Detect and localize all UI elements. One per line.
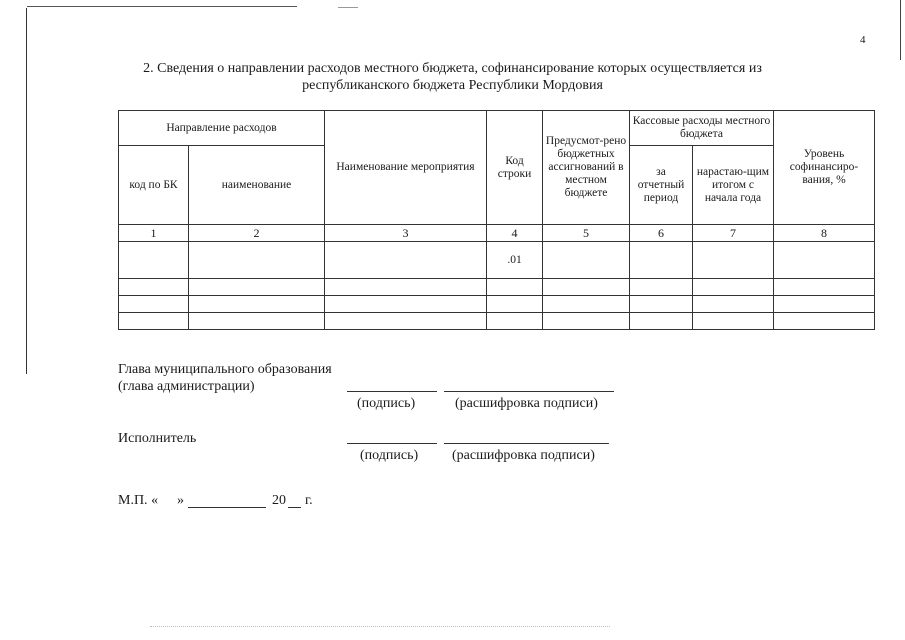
date-year-suffix: г.: [305, 493, 313, 508]
column-number: 6: [630, 225, 693, 242]
header-row-code: Код строки: [487, 111, 543, 225]
date-year-prefix: 20: [272, 493, 286, 508]
column-number: 4: [487, 225, 543, 242]
table-cell[interactable]: [543, 242, 630, 279]
column-number-row: [119, 225, 875, 242]
table-cell[interactable]: [630, 313, 693, 330]
date-close-quote: »: [177, 493, 184, 508]
table-cell[interactable]: [325, 313, 487, 330]
section-title-line-2: республиканского бюджета Республики Мордовия: [302, 78, 603, 93]
date-month-line[interactable]: [188, 507, 266, 508]
table-cell[interactable]: [119, 279, 189, 296]
table-row: [119, 313, 875, 330]
column-number: 7: [693, 225, 774, 242]
header-event-name: Наименование мероприятия: [325, 111, 487, 225]
table-cell[interactable]: [119, 313, 189, 330]
table-cell[interactable]: [325, 242, 487, 279]
table-cell[interactable]: [189, 279, 325, 296]
table-cell[interactable]: [774, 242, 875, 279]
header-direction: Направление расходов: [119, 111, 325, 146]
budget-expenses-table: [118, 110, 875, 330]
table-cell[interactable]: [774, 279, 875, 296]
page-number: 4: [860, 34, 866, 46]
table-row: [119, 279, 875, 296]
table-cell[interactable]: [543, 296, 630, 313]
scan-artifact-bottom: [150, 626, 610, 628]
executor-decode-line[interactable]: [444, 443, 609, 444]
scan-artifact-right: [900, 0, 901, 60]
head-decode-line[interactable]: [444, 391, 614, 392]
scan-artifact-left: [26, 8, 27, 374]
table-cell[interactable]: [543, 313, 630, 330]
table-header-row-1: [119, 111, 875, 146]
column-number: 3: [325, 225, 487, 242]
table-row: [119, 296, 875, 313]
header-cofinancing-level: Уровень софинансиро-вания, %: [774, 111, 875, 225]
table-cell[interactable]: [119, 296, 189, 313]
table-cell[interactable]: [189, 242, 325, 279]
stamp-mp: М.П.: [118, 493, 148, 508]
column-number: 5: [543, 225, 630, 242]
executor-label: Исполнитель: [118, 431, 197, 446]
executor-signature-label: (подпись): [360, 448, 419, 463]
header-naimenovanie: наименование: [189, 146, 325, 225]
table-cell[interactable]: [487, 313, 543, 330]
table-cell-row-code[interactable]: .01: [487, 242, 543, 279]
table-cell[interactable]: [630, 279, 693, 296]
head-signature-label: (подпись): [357, 396, 416, 411]
table-cell[interactable]: [487, 296, 543, 313]
head-title-line-2: (глава администрации): [118, 379, 255, 394]
table-cell[interactable]: [693, 296, 774, 313]
column-number: 2: [189, 225, 325, 242]
table-cell[interactable]: [693, 279, 774, 296]
executor-decode-label: (расшифровка подписи): [452, 448, 595, 463]
table-cell[interactable]: [630, 296, 693, 313]
section-title: [120, 60, 785, 94]
head-title-line-1: Глава муниципального образования: [118, 362, 332, 377]
header-kod-bk: код по БК: [119, 146, 189, 225]
header-cumulative: нарастаю-щим итогом с начала года: [693, 146, 774, 225]
column-number: 1: [119, 225, 189, 242]
header-planned-allocations: Предусмот-рено бюджетных ассигнований в местном бюджете: [543, 111, 630, 225]
section-title-line-1: 2. Сведения о направлении расходов местного бюджета, софинансирование которых осуществляется из: [143, 61, 762, 76]
table-cell[interactable]: [325, 279, 487, 296]
table-row: [119, 242, 875, 279]
stamp-date-line: [118, 492, 158, 509]
date-open-quote: «: [151, 493, 159, 508]
scan-artifact-top-small: [338, 7, 358, 8]
table-cell[interactable]: [119, 242, 189, 279]
head-signature-line[interactable]: [347, 391, 437, 392]
table-cell[interactable]: [487, 279, 543, 296]
head-decode-label: (расшифровка подписи): [455, 396, 598, 411]
table-cell[interactable]: [325, 296, 487, 313]
table-cell[interactable]: [693, 242, 774, 279]
table-cell[interactable]: [774, 296, 875, 313]
table-cell[interactable]: [693, 313, 774, 330]
header-cash-expenses: Кассовые расходы местного бюджета: [630, 111, 774, 146]
table-cell[interactable]: [189, 313, 325, 330]
table-cell[interactable]: [630, 242, 693, 279]
table-cell[interactable]: [543, 279, 630, 296]
executor-signature-line[interactable]: [347, 443, 437, 444]
date-year-line[interactable]: [288, 507, 301, 508]
table-cell[interactable]: [774, 313, 875, 330]
scan-artifact-top: [27, 6, 297, 7]
header-reporting-period: за отчетный период: [630, 146, 693, 225]
table-cell[interactable]: [189, 296, 325, 313]
head-title: [118, 361, 332, 395]
column-number: 8: [774, 225, 875, 242]
